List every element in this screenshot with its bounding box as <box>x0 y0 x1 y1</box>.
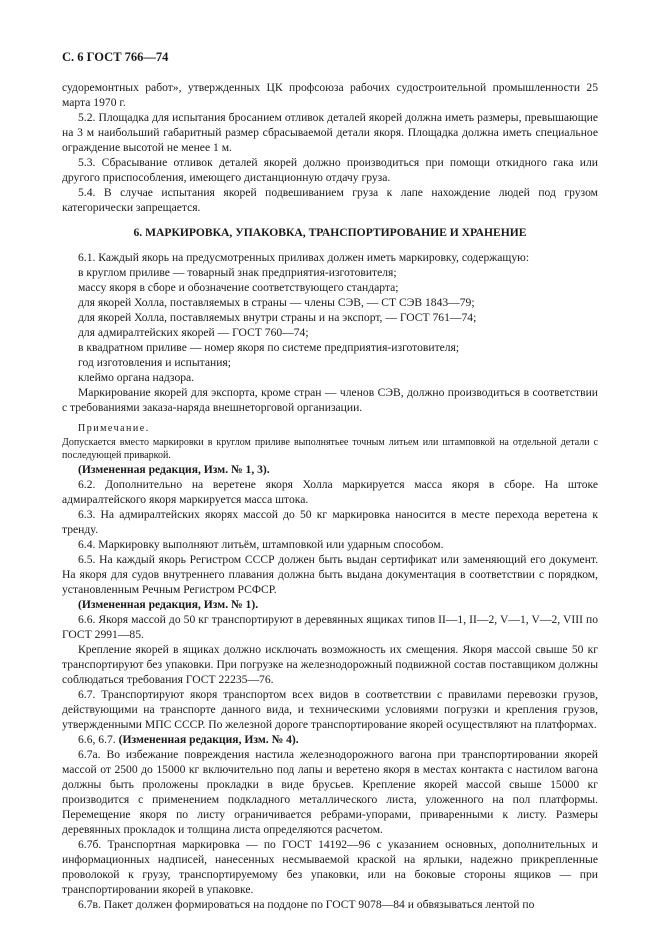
paragraph-continuation: судоремонтных работ», утвержденных ЦК профсоюза рабочих судостроительной промышленности 25 марта 1970 г. <box>62 81 598 109</box>
marking-item: в квадратном приливе — номер якоря по системе предприятия-изготовителя; <box>78 341 460 354</box>
marking-item: массу якоря в сборе и обозначение соответствующего стандарта; <box>78 281 399 294</box>
change-note: (Измененная редакция, Изм. № 4). <box>118 733 299 746</box>
change-note-prefix: 6.6, 6.7. <box>78 733 119 746</box>
note-body: Допускается вместо маркировки в круглом приливе выполнятьее точным литьем или штамповкой на отдельной детали с последующей приваркой. <box>62 437 598 461</box>
paragraph-6-6: 6.6. Якоря массой до 50 кг транспортируют в деревянных ящиках типов II—1, II—2, V—1, V—2, VIII по ГОСТ 2991—85. <box>62 613 598 641</box>
marking-item: для якорей Холла, поставляемых внутри страны и на экспорт, — ГОСТ 761—74; <box>78 311 477 324</box>
paragraph-5-2: 5.2. Площадка для испытания бросанием отливок деталей якорей должна иметь размеры, превышающие на 3 м наибольший габаритный размер сбрасываемой детали якоря. Площадка должна иметь специальное ограждение высотой не менее 1 м. <box>62 111 598 154</box>
section-title: 6. МАРКИРОВКА, УПАКОВКА, ТРАНСПОРТИРОВАНИЕ И ХРАНЕНИЕ <box>133 226 527 239</box>
paragraph-5-4: 5.4. В случае испытания якорей подвешиванием груза к лапе нахождение людей под грузом категорически запрещается. <box>62 186 598 214</box>
paragraph-6-5: 6.5. На каждый якорь Регистром СССР должен быть выдан сертификат или заменяющий его документ. На якоря для судов внутреннего плавания должна быть выдана документация в соответствии с порядком, установленным Речным Регистром РСФСР. <box>62 553 598 596</box>
document-page <box>62 50 598 912</box>
change-note: (Измененная редакция, Изм. № 1, 3). <box>78 463 270 476</box>
paragraph-6-4: 6.4. Маркировку выполняют литьём, штамповкой или ударным способом. <box>78 538 444 551</box>
marking-round: в круглом приливе — товарный знак предприятия-изготовителя; <box>78 266 397 279</box>
change-note: (Измененная редакция, Изм. № 1). <box>78 598 259 611</box>
marking-export: Маркирование якорей для экспорта, кроме стран — членов СЭВ, должно производиться в соответствии с требованиями заказа-наряда внешнеторговой организации. <box>62 386 598 414</box>
marking-item: для адмиралтейских якорей — ГОСТ 760—74; <box>78 326 309 339</box>
page-header: С. 6 ГОСТ 766—74 <box>62 50 169 64</box>
paragraph-6-7v: 6.7в. Пакет должен формироваться на поддоне по ГОСТ 9078—84 и обвязываться лентой по <box>78 898 535 911</box>
paragraph-6-7: 6.7. Транспортируют якоря транспортом всех видов в соответствии с правилами перевозки грузов, действующими на транспорте данного вида, и техническими условиями погрузки и крепления грузов, утвержденными МПС СССР. По железной дороге транспортирование якорей осуществляют на платформах. <box>62 688 598 731</box>
marking-item: год изготовления и испытания; <box>78 356 231 369</box>
marking-item: клеймо органа надзора. <box>78 371 195 384</box>
paragraph-6-6-cont: Крепление якорей в ящиках должно исключать возможность их смещения. Якоря массой свыше 50 кг транспортируют без упаковки. При погрузке на железнодорожный подвижной состав поставщиком должны соблюдаться требования ГОСТ 22235—76. <box>62 643 598 686</box>
paragraph-6-3: 6.3. На адмиралтейских якорях массой до 50 кг маркировка наносится в месте перехода веретена к трендy. <box>62 508 598 536</box>
paragraph-5-3: 5.3. Сбрасывание отливок деталей якорей должно производиться при помощи откидного гака или другого приспособления, имеющего дистанционную отдачу груза. <box>62 156 598 184</box>
marking-item: для якорей Холла, поставляемых в страны — члены СЭВ, — СТ СЭВ 1843—79; <box>78 296 475 309</box>
note-heading: Примечание. <box>78 423 150 434</box>
paragraph-6-7a: 6.7а. Во избежание повреждения настила железнодорожного вагона при транспортировании якорей массой от 2500 до 15000 кг включительно под лапы и веретено якоря в местах контакта с настилом вагона должны быть проложены прокладки в виде брусьев. Крепление якорей массой свыше 15000 кг производится с применением подкладного металлического листа, уложенного на пол платформы. Перемещение якоря по листу ограничивается ребрами-упорами, приваренными к листу. Размеры деревянных прокладок и толщина листа определяются расчетом. <box>62 748 598 836</box>
paragraph-6-1: 6.1. Каждый якорь на предусмотренных приливах должен иметь маркировку, содержащую: <box>78 251 530 264</box>
paragraph-6-7b: 6.7б. Транспортная маркировка — по ГОСТ 14192—96 с указанием основных, дополнительных и информационных надписей, нанесенных несмываемой краской на ярлыки, надежно прикрепленные проволокой к грузу, транспортируемому без упаковки, или на боковые стороны ящиков — при транспортировании якорей в упаковке. <box>62 838 598 896</box>
paragraph-6-2: 6.2. Дополнительно на веретене якоря Холла маркируется масса якоря в сборе. На штоке адмиралтейского якоря маркируется масса штока. <box>62 478 598 506</box>
